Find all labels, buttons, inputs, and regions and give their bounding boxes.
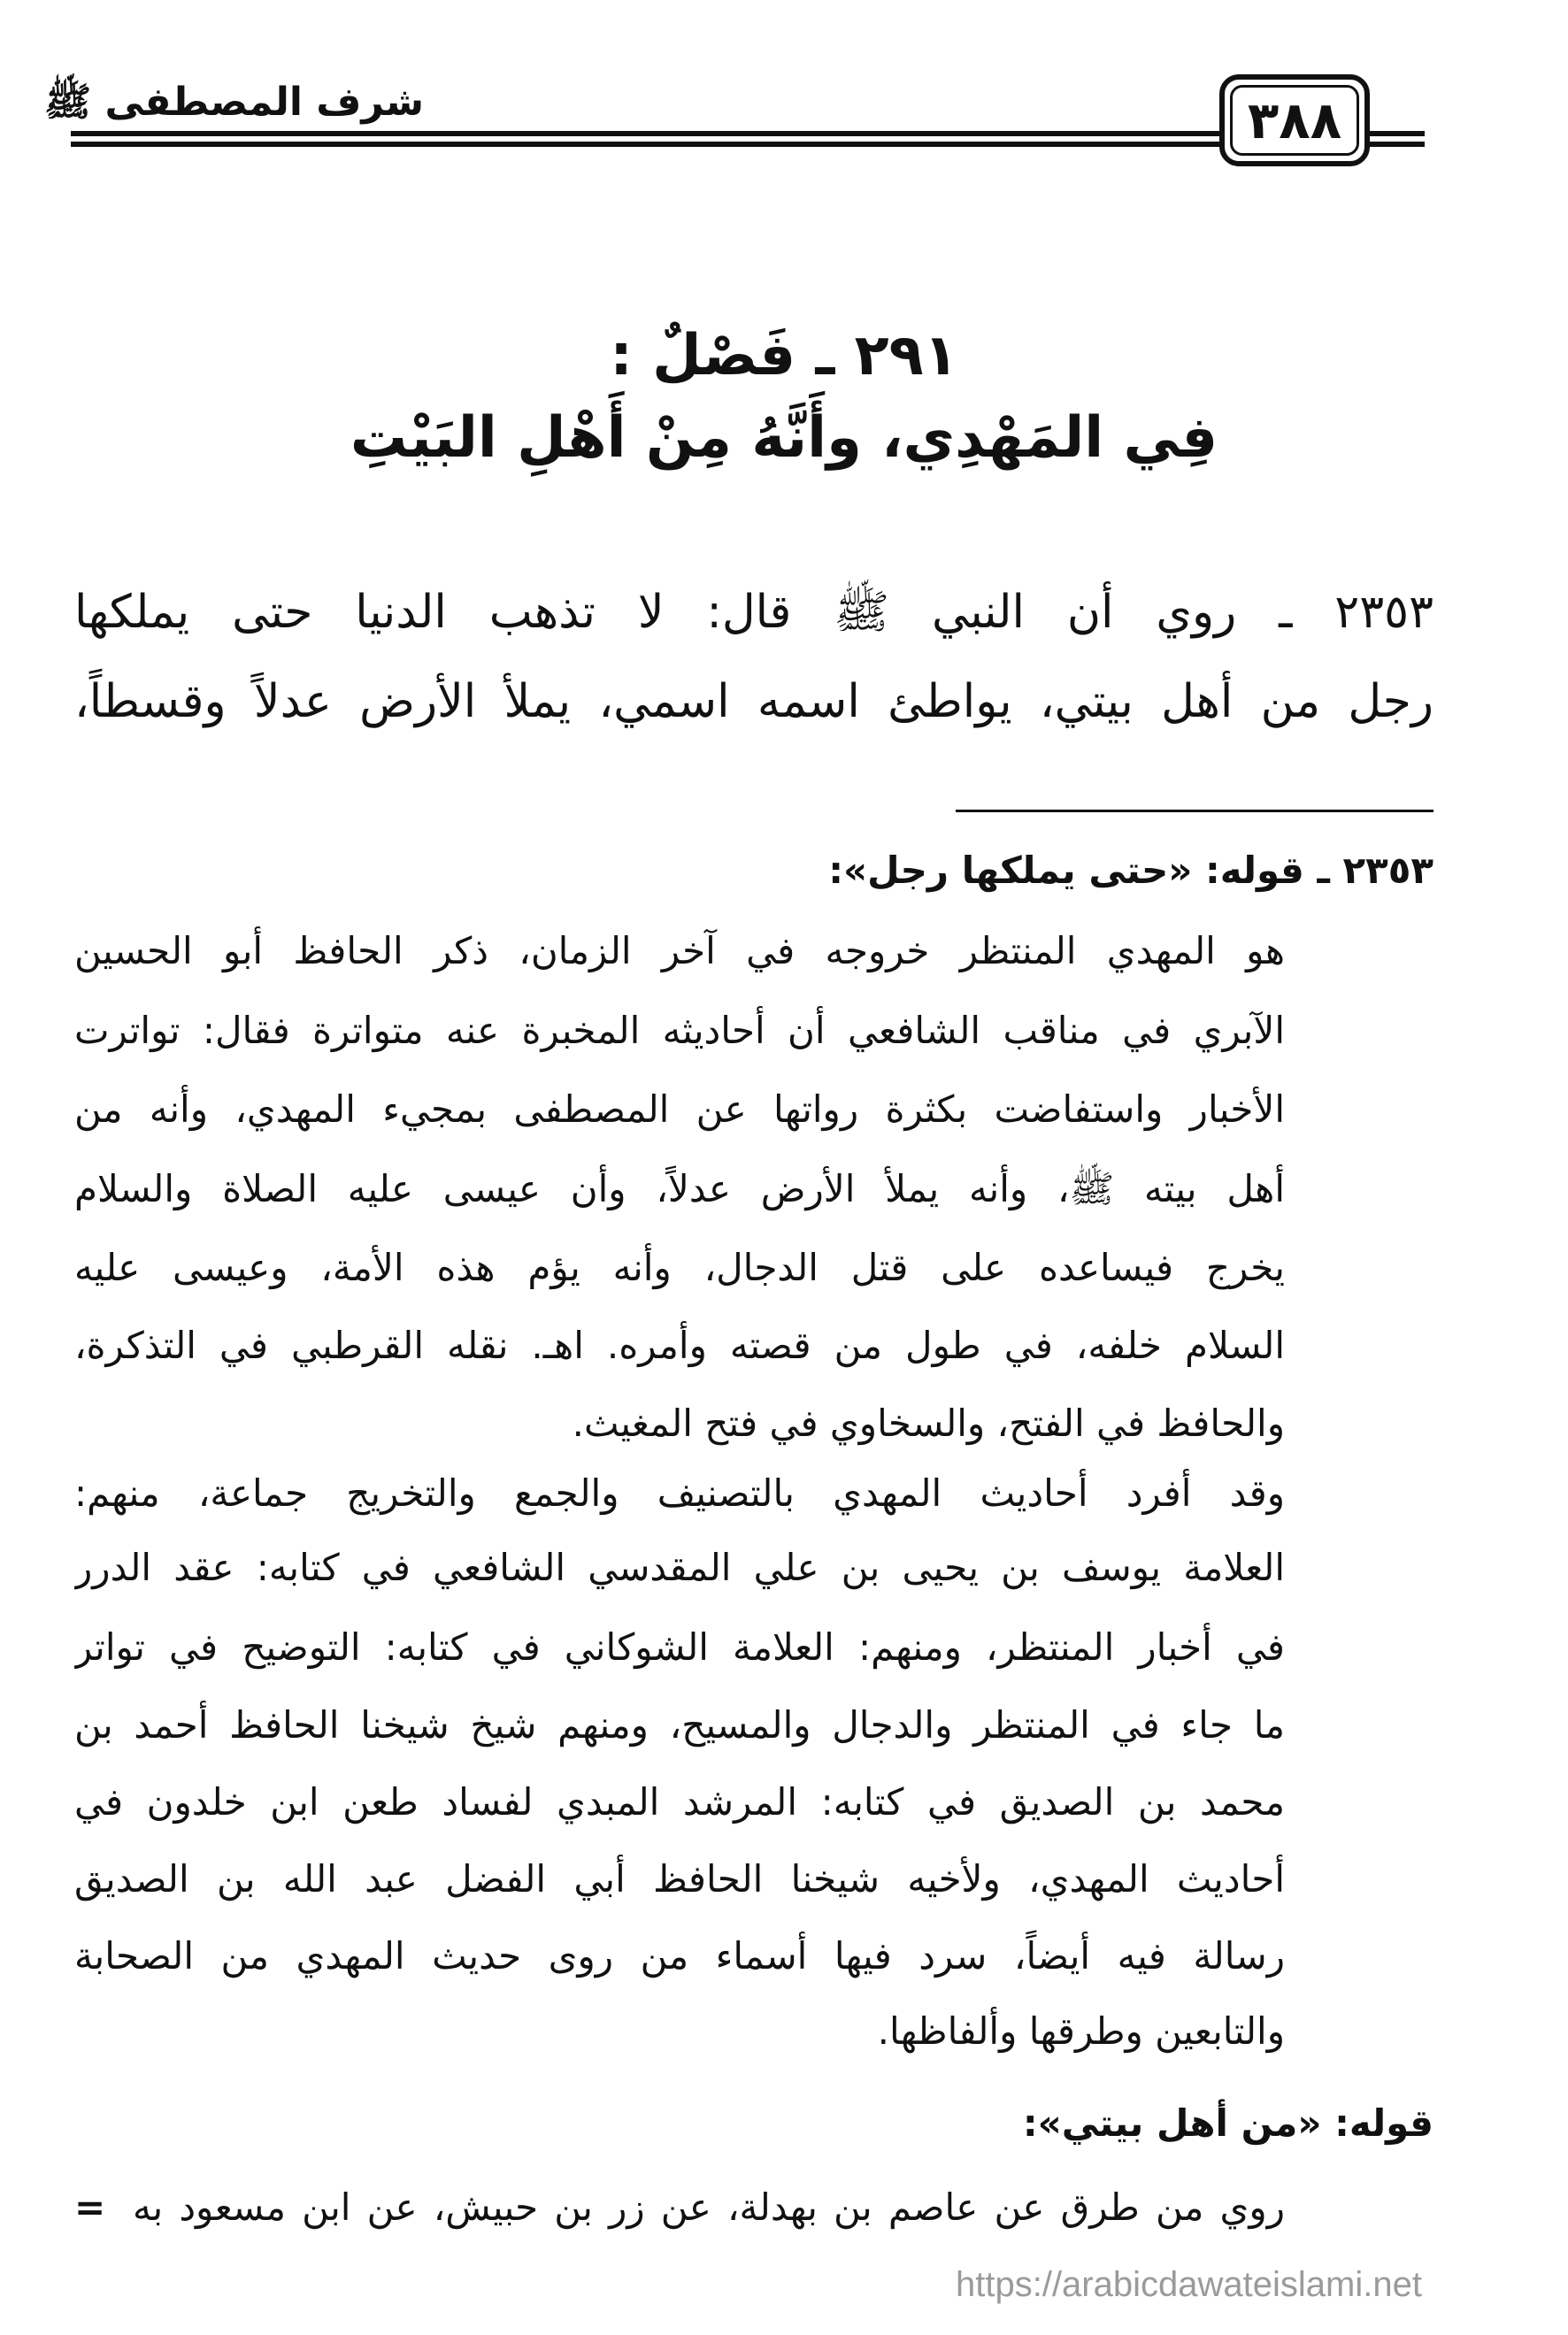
running-title: شرف المصطفى ﷺ <box>44 80 425 125</box>
footnote-line: أهل بيته ﷺ، وأنه يملأ الأرض عدلاً، وأن عيسى عليه الصلاة والسلام <box>74 1167 1285 1210</box>
footnote-line: يخرج فيساعده على قتل الدجال، وأنه يؤم هذه الأمة، وعيسى عليه <box>74 1246 1285 1289</box>
footnote-line: في أخبار المنتظر، ومنهم: العلامة الشوكاني في كتابه: التوضيح في تواتر <box>74 1625 1285 1669</box>
chapter-number-heading: ٢٩١ ـ فَصْلٌ : <box>610 323 958 388</box>
page-number-frame <box>1219 74 1370 166</box>
main-text-line: رجل من أهل بيتي، يواطئ اسمه اسمي، يملأ الأرض عدلاً وقسطاً، <box>74 675 1433 728</box>
footnote-line: روي من طرق عن عاصم بن بهدلة، عن زر بن حبيش، عن ابن مسعود به <box>133 2185 1285 2229</box>
header-rule-top <box>71 131 1219 136</box>
footnote-line: محمد بن الصديق في كتابه: المرشد المبدي لفساد طعن ابن خلدون في <box>74 1780 1285 1824</box>
header-rule-bottom <box>71 142 1219 147</box>
page-number: ٣٨٨ <box>1230 85 1359 156</box>
footnote-line: العلامة يوسف بن يحيى بن علي المقدسي الشافعي في كتابه: عقد الدرر <box>74 1546 1285 1589</box>
footnote-line: وقد أفرد أحاديث المهدي بالتصنيف والجمع والتخريج جماعة، منهم: <box>74 1471 1285 1515</box>
footnote-line: الآبري في مناقب الشافعي أن أحاديثه المخبرة عنه متواترة فقال: تواترت <box>74 1009 1285 1052</box>
header-rule-right-bottom <box>1370 142 1425 147</box>
chapter-title: فِي المَهْدِي، وأَنَّهُ مِنْ أَهْلِ البَيْتِ <box>350 405 1218 471</box>
footnote-line: والحافظ في الفتح، والسخاوي في فتح المغيث. <box>572 1402 1285 1445</box>
continuation-mark: = <box>74 2185 106 2229</box>
footnote-line: والتابعين وطرقها وألفاظها. <box>877 2009 1285 2053</box>
footnote-line: رسالة فيه أيضاً، سرد فيها أسماء من روى حديث المهدي من الصحابة <box>74 1934 1285 1978</box>
footnote-line: الأخبار واستفاضت بكثرة رواتها عن المصطفى بمجيء المهدي، وأنه من <box>74 1087 1285 1131</box>
footnote-heading: قوله: «من أهل بيتي»: <box>1022 2101 1433 2145</box>
main-text-line: ٢٣٥٣ ـ روي أن النبي ﷺ قال: لا تذهب الدنيا حتى يملكها <box>74 586 1433 639</box>
header-rule-right-top <box>1370 131 1425 136</box>
footnote-heading: ٢٣٥٣ ـ قوله: «حتى يملكها رجل»: <box>828 849 1433 892</box>
footnote-line: ما جاء في المنتظر والدجال والمسيح، ومنهم شيخ شيخنا الحافظ أحمد بن <box>74 1703 1285 1747</box>
footnote-line: أحاديث المهدي، ولأخيه شيخنا الحافظ أبي الفضل عبد الله بن الصديق <box>74 1857 1285 1901</box>
footnote-line: هو المهدي المنتظر خروجه في آخر الزمان، ذكر الحافظ أبو الحسين <box>74 929 1285 972</box>
footnote-separator <box>956 810 1433 812</box>
footnote-line: السلام خلفه، في طول من قصته وأمره. اهـ. نقله القرطبي في التذكرة، <box>74 1324 1285 1367</box>
watermark-url: https://arabicdawateislami.net <box>956 2265 1422 2304</box>
